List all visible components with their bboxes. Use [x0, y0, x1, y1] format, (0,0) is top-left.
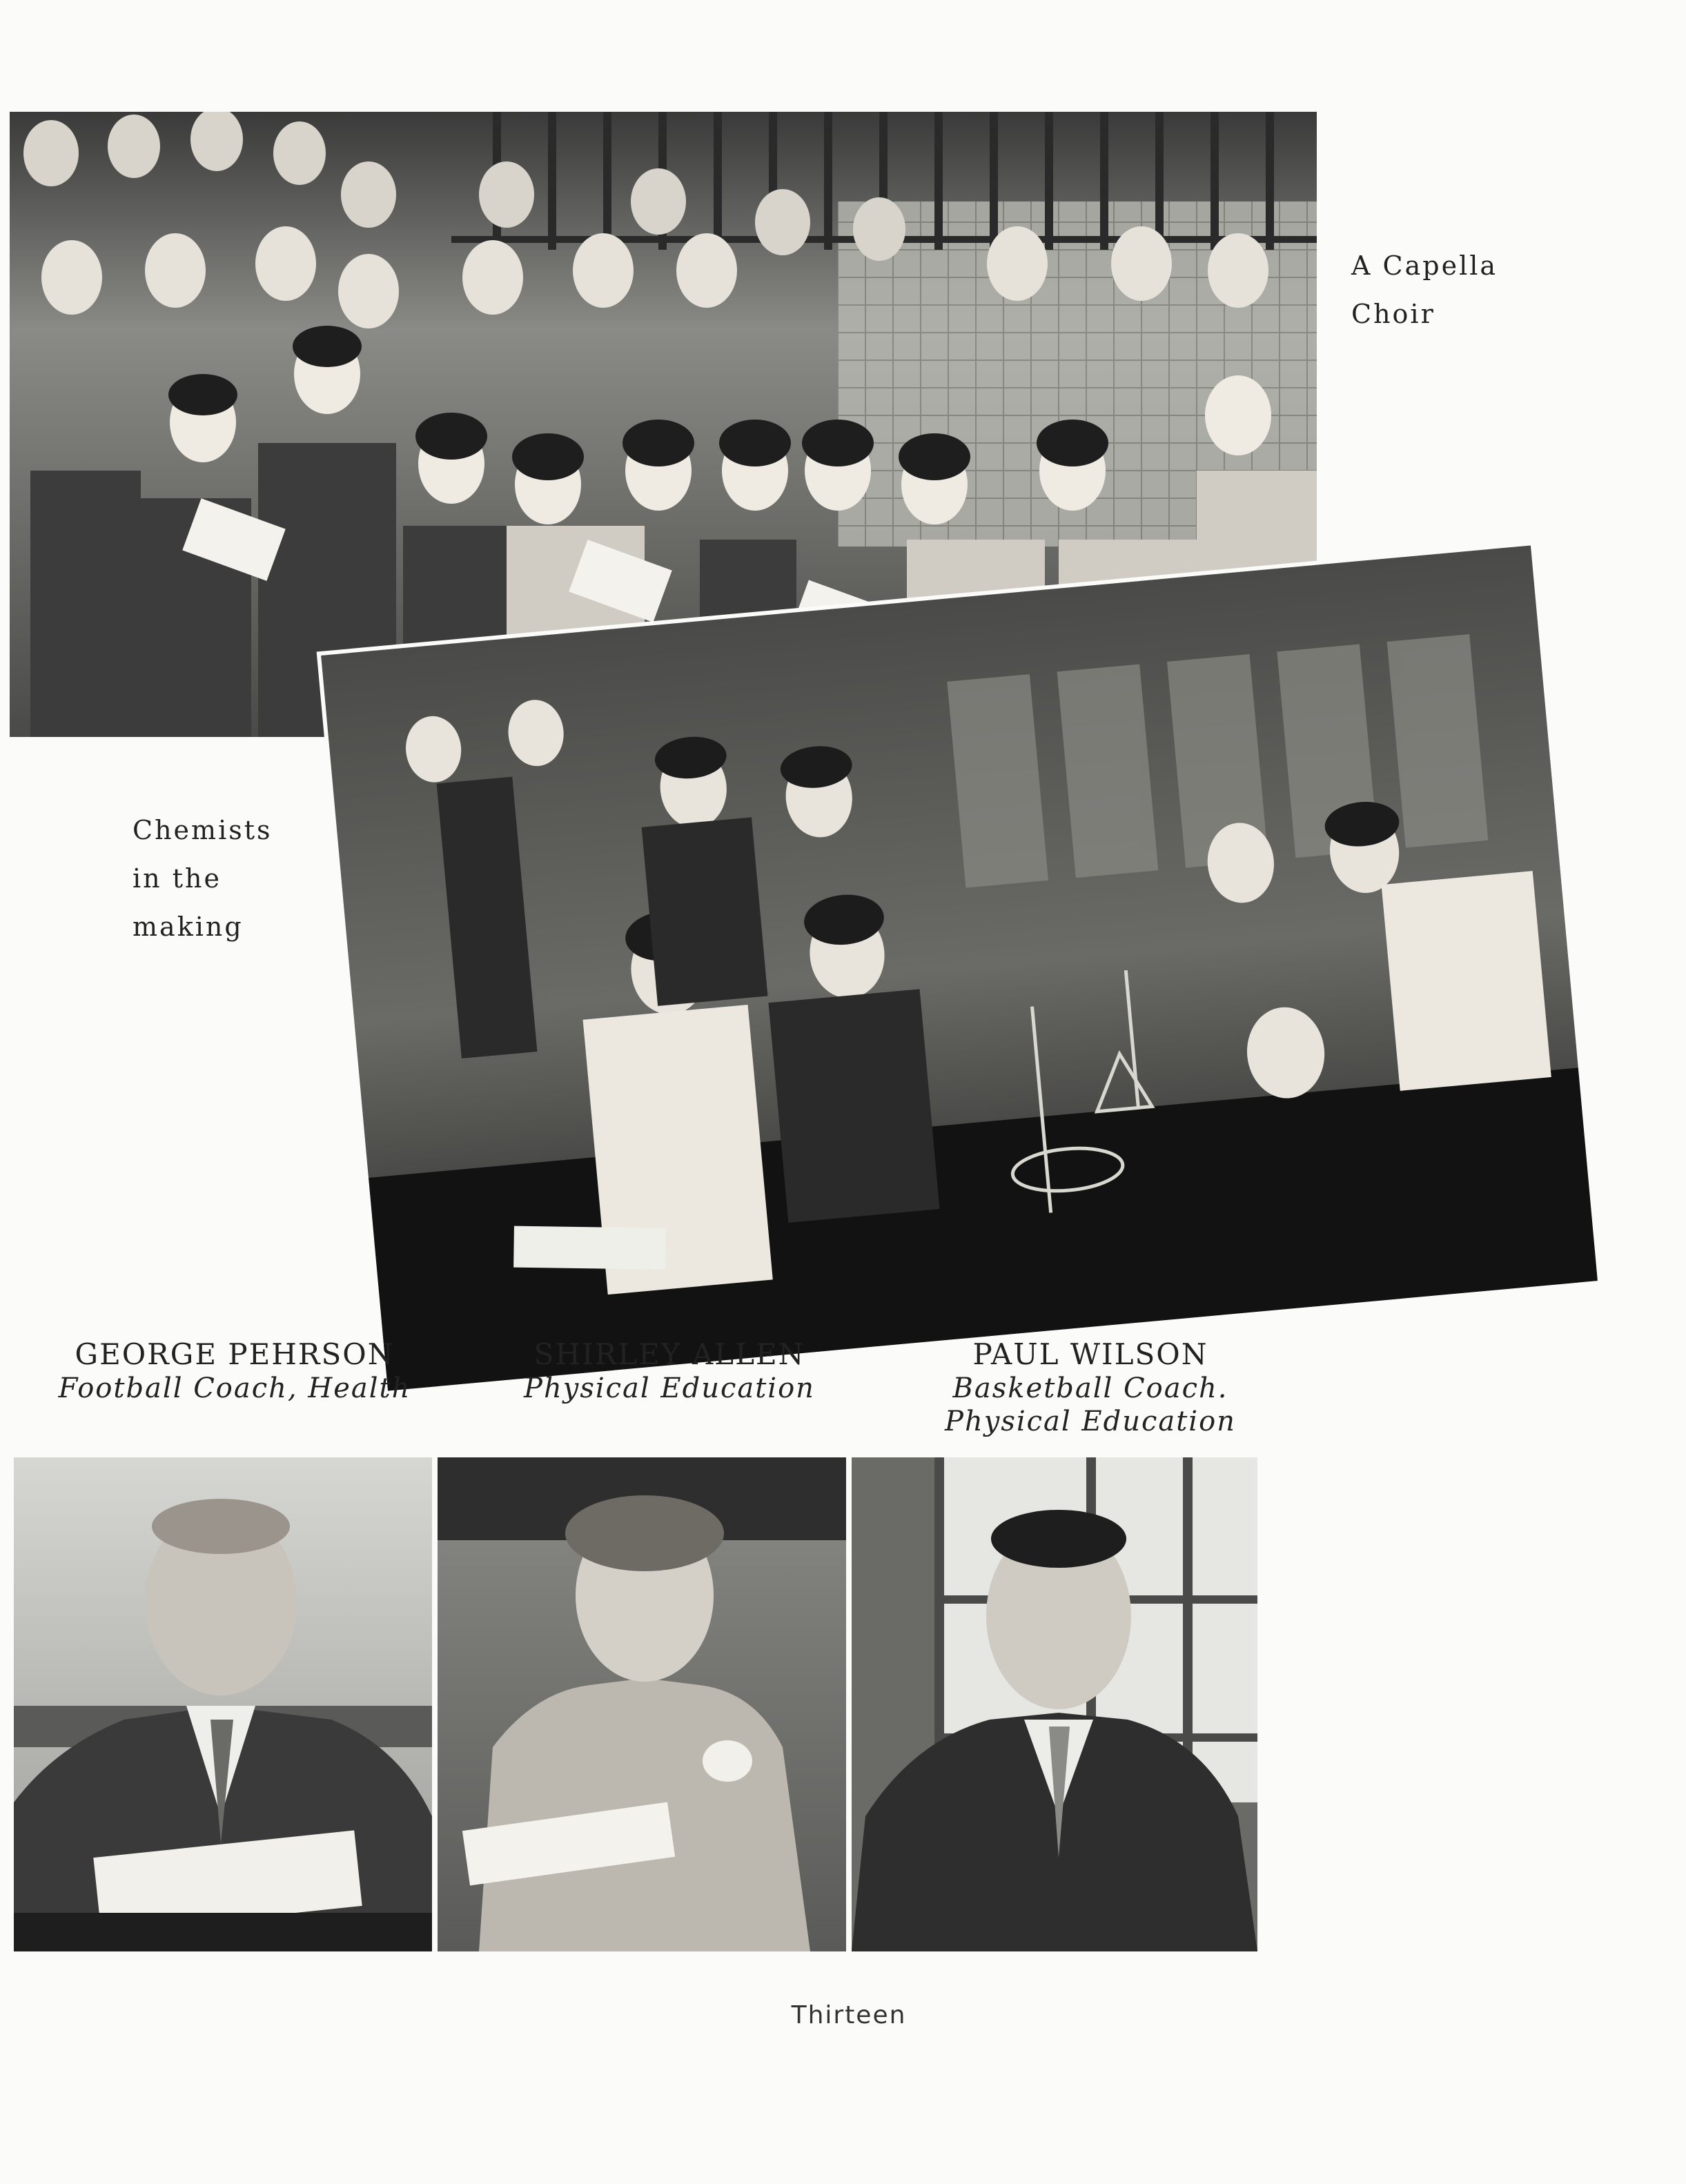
portrait-pehrson	[14, 1457, 432, 1951]
choir-caption-line: A Capella	[1351, 250, 1498, 281]
staff-role: Football Coach, Health	[58, 1373, 411, 1404]
staff-label-pehrson	[41, 1337, 428, 1405]
portrait-allen-image	[438, 1457, 846, 1951]
choir-caption	[1351, 242, 1498, 338]
staff-name: GEORGE PEHRSON	[75, 1337, 395, 1371]
portrait-pehrson-image	[14, 1457, 432, 1951]
portrait-wilson-image	[852, 1457, 1257, 1951]
page-number: Thirteen	[791, 2001, 907, 2029]
chemists-caption-line: in the	[133, 863, 222, 894]
chemists-caption-line: Chemists	[133, 815, 273, 845]
staff-role: Physical Education	[945, 1406, 1236, 1437]
staff-label-wilson	[890, 1337, 1291, 1438]
staff-role: Physical Education	[524, 1373, 815, 1404]
staff-label-allen	[476, 1337, 863, 1405]
staff-name: SHIRLEY ALLEN	[533, 1337, 805, 1371]
choir-caption-line: Choir	[1351, 299, 1435, 329]
chemists-photo	[321, 545, 1598, 1390]
chemists-caption-line: making	[133, 912, 244, 942]
staff-role: Basketball Coach.	[952, 1373, 1228, 1404]
chemists-caption	[133, 806, 273, 951]
chemists-photo-image	[321, 545, 1598, 1390]
portrait-wilson	[852, 1457, 1257, 1951]
staff-name: PAUL WILSON	[972, 1337, 1208, 1371]
portrait-allen	[438, 1457, 846, 1951]
